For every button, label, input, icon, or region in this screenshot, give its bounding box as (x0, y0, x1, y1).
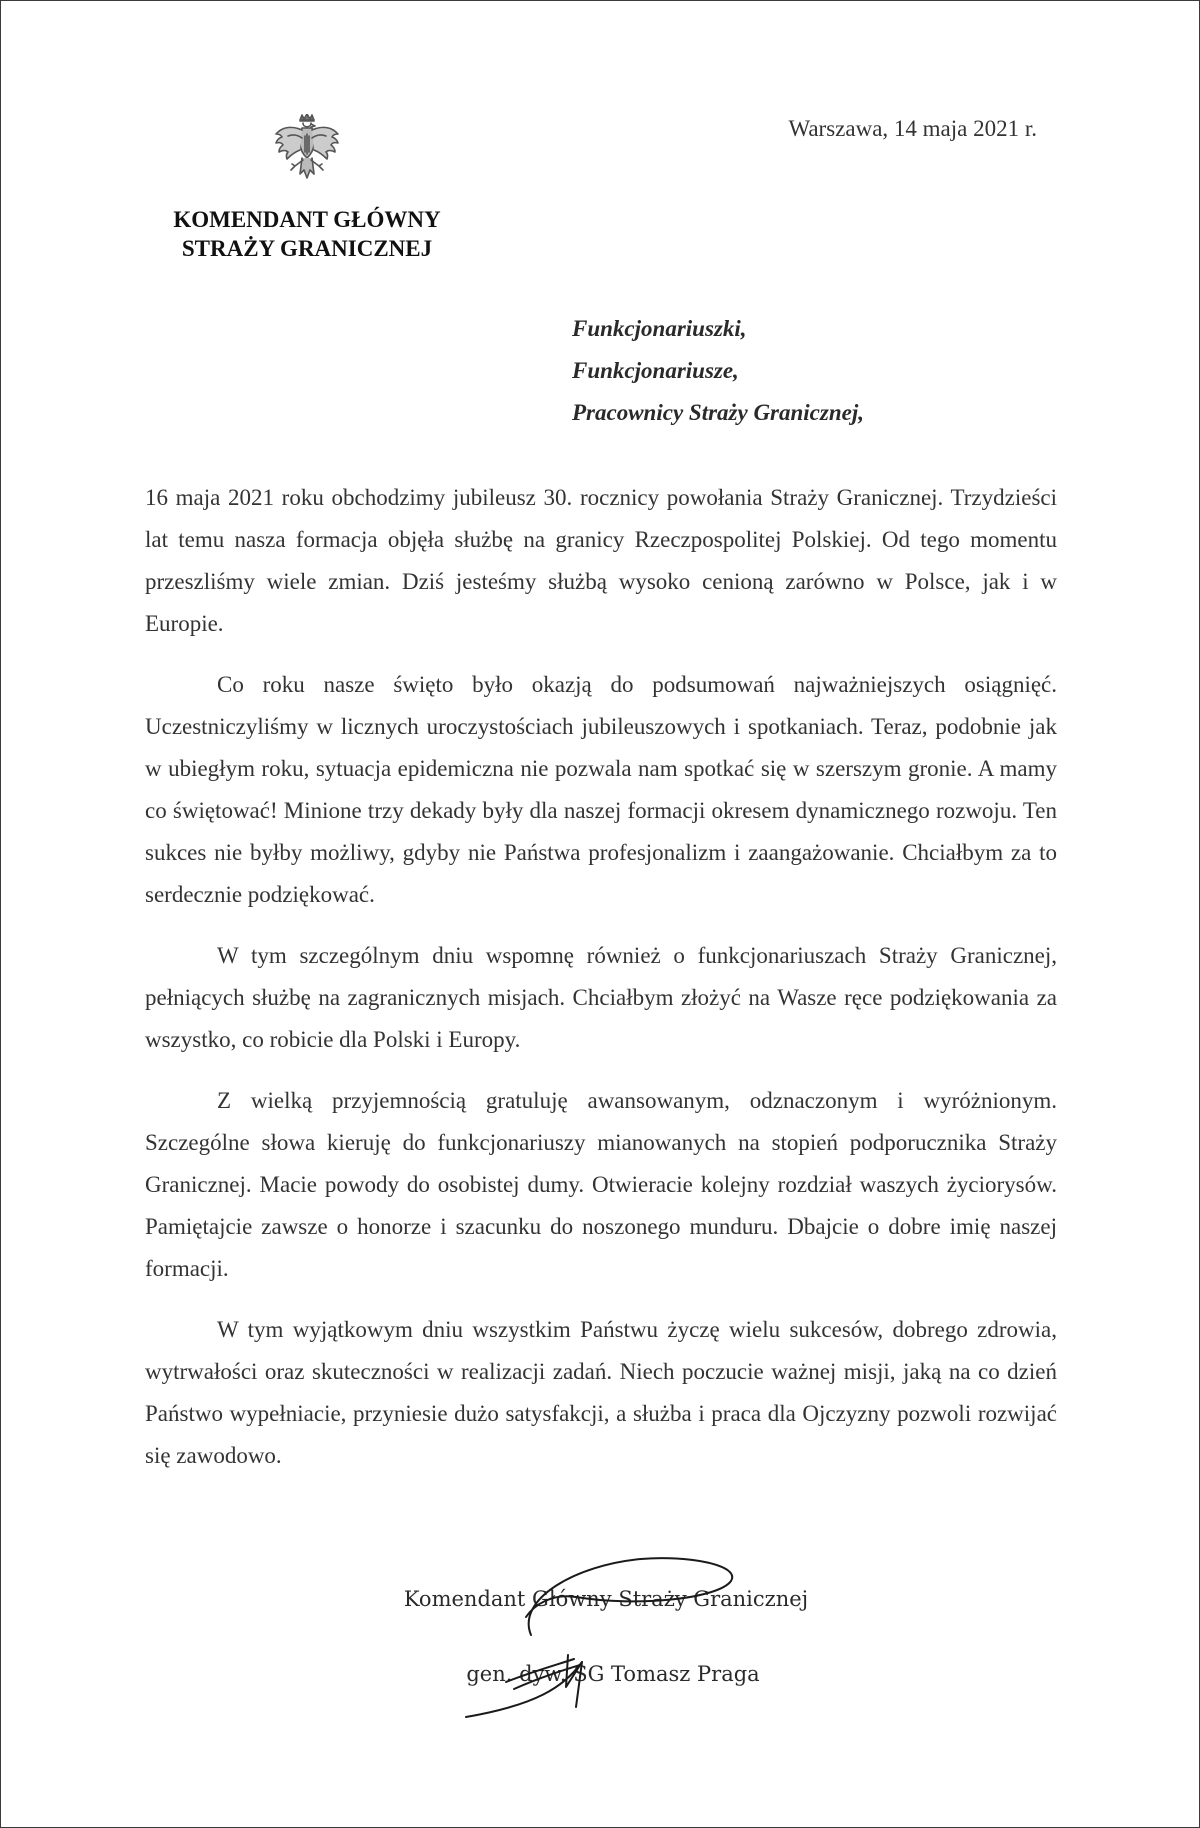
letter-body (145, 477, 1057, 1496)
body-paragraph-2: Co roku nasze święto było okazją do podsumowań najważniejszych osiągnięć. Uczestniczyliśmy w licznych uroczystościach jubileuszowych i spotkaniach. Teraz, podobnie jak w ubiegłym roku, sytuacja epidemiczna nie pozwala nam spotkać się w szerszym gronie. A mamy co świętować! Minione trzy dekady były dla naszej formacji okresem dynamicznego rozwoju. Ten sukces nie byłby możliwy, gdyby nie Państwa profesjonalizm i zaangażowanie. Chciałbym za to serdecznie podziękować. (145, 672, 1057, 907)
issuer-title-line-2: STRAŻY GRANICZNEJ (181, 236, 433, 261)
signatory-name: gen. dyw. SG Tomasz Praga (466, 1662, 760, 1686)
body-paragraph-5: W tym wyjątkowym dniu wszystkim Państwu życzę wielu sukcesów, dobrego zdrowia, wytrwałości oraz skuteczności w realizacji zadań. Niech poczucie ważnej misji, jaką na co dzień Państwo wypełniacie, przyniesie dużo satysfakcji, a służba i praca dla Ojczyzny pozwoli rozwijać się zawodowo. (145, 1317, 1057, 1468)
salutation-line-1: Funkcjonariuszki, (572, 316, 747, 341)
issuer-heading (151, 205, 463, 263)
body-paragraph-1: 16 maja 2021 roku obchodzimy jubileusz 30. rocznicy powołania Straży Granicznej. Trzydzieści lat temu nasza formacja objęła służbę na granicy Rzeczpospolitej Polskiej. Od tego momentu przeszliśmy wiele zmian. Dziś jesteśmy służbą wysoko cenioną zarówno w Polsce, jak i w Europie. (145, 485, 1057, 636)
salutation-line-3: Pracownicy Straży Granicznej, (572, 400, 864, 425)
salutation (572, 308, 864, 434)
issuer-title-line-1: KOMENDANT GŁÓWNY (173, 207, 441, 232)
letter-date: Warszawa, 14 maja 2021 r. (788, 116, 1037, 141)
body-paragraph-3: W tym szczególnym dniu wspomnę również o funkcjonariuszach Straży Granicznej, pełniących służbę na zagranicznych misjach. Chciałbym złożyć na Wasze ręce podziękowania za wszystko, co robicie dla Polski i Europy. (145, 943, 1057, 1052)
signatory-role: Komendant Główny Straży Granicznej (403, 1587, 809, 1611)
body-paragraph-4: Z wielką przyjemnością gratuluję awansowanym, odznaczonym i wyróżnionym. Szczególne słowa kieruję do funkcjonariuszy mianowanych na stopień podporucznika Straży Granicznej. Macie powody do osobistej dumy. Otwieracie kolejny rozdział waszych życiorysów. Pamiętajcie zawsze o honorze i szacunku do noszonego munduru. Dbajcie o dobre imię naszej formacji. (145, 1088, 1057, 1281)
polish-eagle-emblem-icon (273, 114, 341, 186)
salutation-line-2: Funkcjonariusze, (572, 358, 739, 383)
signature-block (331, 1579, 881, 1694)
